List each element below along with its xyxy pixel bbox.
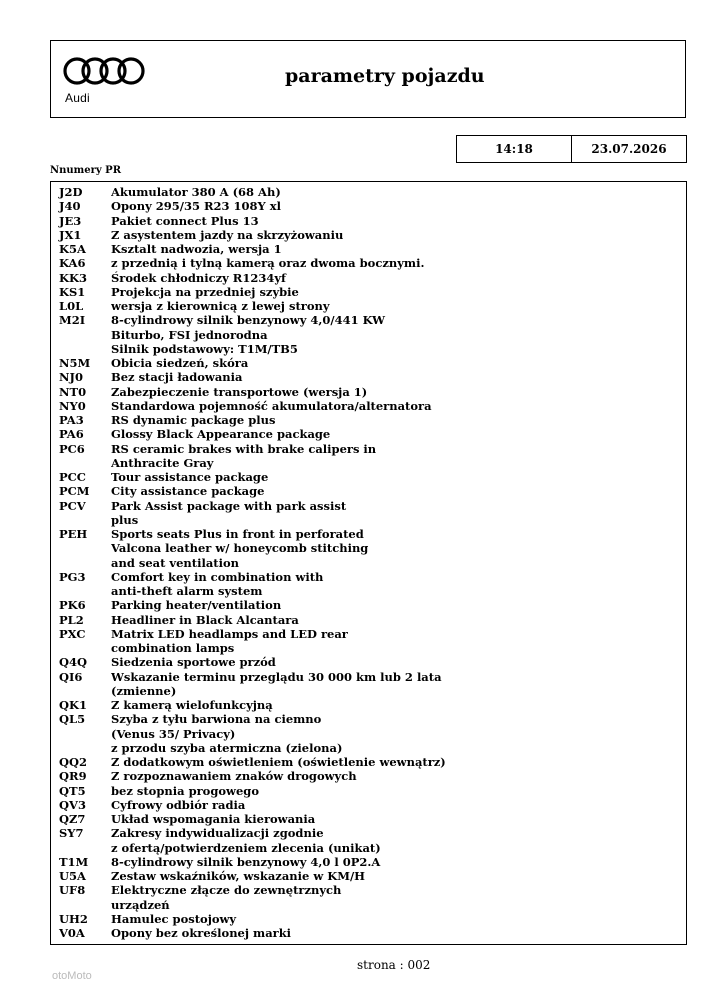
pr-description: Szyba z tyłu barwiona na ciemno: [111, 712, 322, 727]
pr-code: QQ2: [59, 755, 88, 769]
pr-line: [51, 470, 686, 484]
pr-line: [51, 926, 686, 940]
pr-line: [51, 855, 686, 869]
pr-line: [51, 242, 686, 256]
pr-line: [51, 698, 686, 712]
pr-code: UH2: [59, 911, 88, 926]
pr-code: [51, 741, 111, 755]
pr-code: [51, 641, 111, 655]
pr-description: Bez stacji ładowania: [111, 370, 243, 385]
pr-code: SY7: [59, 826, 84, 841]
pr-line: [51, 356, 686, 370]
pr-line: [51, 442, 686, 456]
pr-code: V0A: [59, 926, 85, 940]
pr-description: Pakiet connect Plus 13: [111, 213, 259, 228]
pr-description: Siedzenia sportowe przód: [111, 655, 276, 670]
pr-line: [51, 684, 686, 698]
pr-description: Standardowa pojemność akumulatora/alternatora: [111, 398, 432, 413]
pr-line: [51, 413, 686, 427]
pr-description: Z asystentem jazdy na skrzyżowaniu: [111, 227, 344, 242]
pr-description: (zmienne): [111, 683, 177, 698]
pr-description: Wskazanie terminu przeglądu 30 000 km lub 2 lata: [111, 669, 442, 684]
pr-code: [51, 584, 111, 598]
pr-code: NJ0: [59, 370, 83, 385]
pr-description: Z kamerą wielofunkcyjną: [111, 698, 273, 712]
pr-line: [51, 883, 686, 897]
pr-line: [51, 185, 686, 199]
pr-code: PA6: [59, 427, 84, 442]
pr-line: [51, 527, 686, 541]
pr-description: Opony bez określonej marki: [111, 926, 292, 940]
pr-code: PCM: [59, 484, 90, 499]
pr-code: [51, 556, 111, 570]
pr-code: N5M: [59, 356, 91, 370]
pr-code: QI6: [59, 669, 83, 684]
pr-description: Parking heater/ventilation: [111, 598, 282, 613]
pr-description: Środek chłodniczy R1234yf: [111, 270, 287, 285]
pr-code: PA3: [59, 413, 84, 427]
pr-code: [51, 328, 111, 342]
pr-code: [51, 456, 111, 470]
pr-line: [51, 385, 686, 399]
audi-logo: [61, 55, 151, 107]
pr-line: [51, 755, 686, 769]
pr-line: [51, 199, 686, 213]
pr-line: [51, 271, 686, 285]
pr-line: [51, 499, 686, 513]
pr-line: [51, 784, 686, 798]
pr-code: UF8: [59, 883, 86, 898]
pr-description: bez stopnia progowego: [111, 783, 259, 798]
timestamp-box: [456, 135, 687, 163]
pr-line: [51, 812, 686, 826]
pr-description: City assistance package: [111, 484, 265, 499]
pr-line: [51, 342, 686, 356]
pr-description: urządzeń: [111, 897, 170, 912]
pr-description: RS ceramic brakes with brake calipers in: [111, 441, 377, 456]
pr-line: [51, 541, 686, 555]
pr-description: z przednią i tylną kamerą oraz dwoma bocznymi.: [111, 256, 425, 271]
pr-description: Z rozpoznawaniem znaków drogowych: [111, 769, 357, 784]
pr-code: QT5: [59, 783, 86, 798]
pr-code: PL2: [59, 612, 84, 627]
pr-description: Comfort key in combination with: [111, 569, 324, 584]
pr-line: [51, 370, 686, 384]
pr-code: [51, 342, 111, 356]
pr-description: z ofertą/potwierdzeniem zlecenia (unikat): [111, 840, 381, 855]
pr-code: Q4Q: [59, 655, 88, 670]
pr-line: [51, 598, 686, 612]
pr-code: JE3: [59, 213, 82, 228]
header-box: [50, 40, 686, 118]
pr-code: QZ7: [59, 812, 86, 826]
pr-line: [51, 769, 686, 783]
pr-code: JX1: [59, 227, 82, 242]
pr-line: [51, 484, 686, 498]
pr-line: [51, 570, 686, 584]
pr-code: [51, 841, 111, 855]
pr-line: [51, 641, 686, 655]
pr-line: [51, 670, 686, 684]
pr-description: Opony 295/35 R23 108Y xl: [111, 199, 281, 214]
pr-description: Zabezpieczenie transportowe (wersja 1): [111, 384, 368, 399]
pr-code: QV3: [59, 797, 86, 812]
pr-line: [51, 513, 686, 527]
pr-code: PG3: [59, 569, 86, 584]
pr-code: QL5: [59, 712, 86, 727]
pr-line: [51, 727, 686, 741]
pr-description: 8-cylindrowy silnik benzynowy 4,0/441 KW: [111, 313, 386, 328]
pr-description: 8-cylindrowy silnik benzynowy 4,0 l 0P2.A: [111, 854, 381, 869]
pr-line: [51, 256, 686, 270]
pr-code: [51, 727, 111, 741]
pr-description: Hamulec postojowy: [111, 911, 237, 926]
page-number: strona : 002: [357, 958, 431, 972]
pr-line: [51, 841, 686, 855]
pr-code: PCC: [59, 470, 86, 484]
watermark: otoMoto: [52, 970, 92, 982]
pr-description: z przodu szyba atermiczna (zielona): [111, 740, 343, 755]
pr-line: [51, 285, 686, 299]
pr-description: Sports seats Plus in front in perforated: [111, 527, 364, 541]
pr-code: PK6: [59, 598, 86, 613]
pr-code: [51, 684, 111, 698]
pr-description: Z dodatkowym oświetleniem (oświetlenie wewnątrz): [111, 755, 446, 769]
pr-code: U5A: [59, 869, 86, 883]
pr-code: PC6: [59, 441, 85, 456]
pr-description: Park Assist package with park assist: [111, 498, 347, 513]
pr-description: Zestaw wskaźników, wskazanie w KM/H: [111, 869, 366, 883]
pr-description: Układ wspomagania kierowania: [111, 812, 316, 826]
pr-line: [51, 456, 686, 470]
pr-description: Elektryczne złącze do zewnętrznych: [111, 883, 342, 898]
pr-code: QK1: [59, 698, 88, 712]
pr-description: anti-theft alarm system: [111, 584, 263, 598]
pr-line: [51, 299, 686, 313]
pr-code: M2I: [59, 313, 86, 328]
pr-line: [51, 826, 686, 840]
pr-code: J40: [59, 199, 81, 214]
pr-description: Akumulator 380 A (68 Ah): [111, 185, 281, 199]
pr-description: combination lamps: [111, 641, 235, 655]
pr-description: Tour assistance package: [111, 470, 269, 484]
pr-description: and seat ventilation: [111, 555, 239, 570]
pr-code: J2D: [59, 185, 83, 199]
pr-line: [51, 584, 686, 598]
pr-code: NY0: [59, 398, 86, 413]
pr-description: Ksztalt nadwozia, wersja 1: [111, 242, 282, 256]
pr-line: [51, 741, 686, 755]
pr-line: [51, 228, 686, 242]
pr-description: Obicia siedzeń, skóra: [111, 356, 249, 370]
pr-description: Cyfrowy odbiór radia: [111, 797, 246, 812]
pr-line: [51, 912, 686, 926]
pr-code: [51, 513, 111, 527]
pr-description: Headliner in Black Alcantara: [111, 612, 299, 627]
brand-name: Audi: [65, 91, 90, 105]
pr-description: wersja z kierownicą z lewej strony: [111, 299, 330, 313]
pr-description: Anthracite Gray: [111, 455, 214, 470]
pr-description: Matrix LED headlamps and LED rear: [111, 626, 348, 641]
pr-line: [51, 427, 686, 441]
pr-code: [51, 898, 111, 912]
print-time: 14:18: [457, 136, 572, 162]
pr-line: [51, 798, 686, 812]
pr-description: Glossy Black Appearance package: [111, 427, 331, 442]
pr-code: T1M: [59, 854, 89, 869]
section-label: Nnumery PR: [50, 165, 122, 176]
pr-line: [51, 898, 686, 912]
pr-code: QR9: [59, 769, 87, 784]
pr-code: NT0: [59, 384, 87, 399]
pr-description: RS dynamic package plus: [111, 413, 276, 427]
print-date: 23.07.2026: [591, 142, 667, 156]
pr-code: PXC: [59, 626, 86, 641]
pr-code: L0L: [59, 299, 84, 313]
pr-line: [51, 328, 686, 342]
pr-line: [51, 613, 686, 627]
pr-line: [51, 556, 686, 570]
pr-description: Silnik podstawowy: T1M/TB5: [111, 341, 298, 356]
pr-description: Projekcja na przedniej szybie: [111, 284, 299, 299]
pr-code: K5A: [59, 242, 86, 256]
audi-rings-icon: [61, 55, 147, 87]
pr-line: [51, 399, 686, 413]
pr-code: [51, 541, 111, 555]
pr-code: KS1: [59, 284, 86, 299]
pr-code: PCV: [59, 498, 86, 513]
document-title: parametry pojazdu: [285, 65, 485, 87]
pr-code: PEH: [59, 527, 88, 541]
pr-line: [51, 214, 686, 228]
pr-line: [51, 627, 686, 641]
pr-codes-list: [50, 181, 687, 945]
pr-description: Zakresy indywidualizacji zgodnie: [111, 826, 324, 841]
pr-line: [51, 712, 686, 726]
pr-line: [51, 655, 686, 669]
pr-line: [51, 313, 686, 327]
pr-code: KK3: [59, 270, 87, 285]
pr-line: [51, 869, 686, 883]
pr-description: Biturbo, FSI jednorodna: [111, 327, 268, 342]
pr-description: Valcona leather w/ honeycomb stitching: [111, 541, 369, 556]
pr-code: KA6: [59, 256, 86, 271]
pr-description: (Venus 35/ Privacy): [111, 726, 236, 741]
pr-description: plus: [111, 512, 139, 527]
